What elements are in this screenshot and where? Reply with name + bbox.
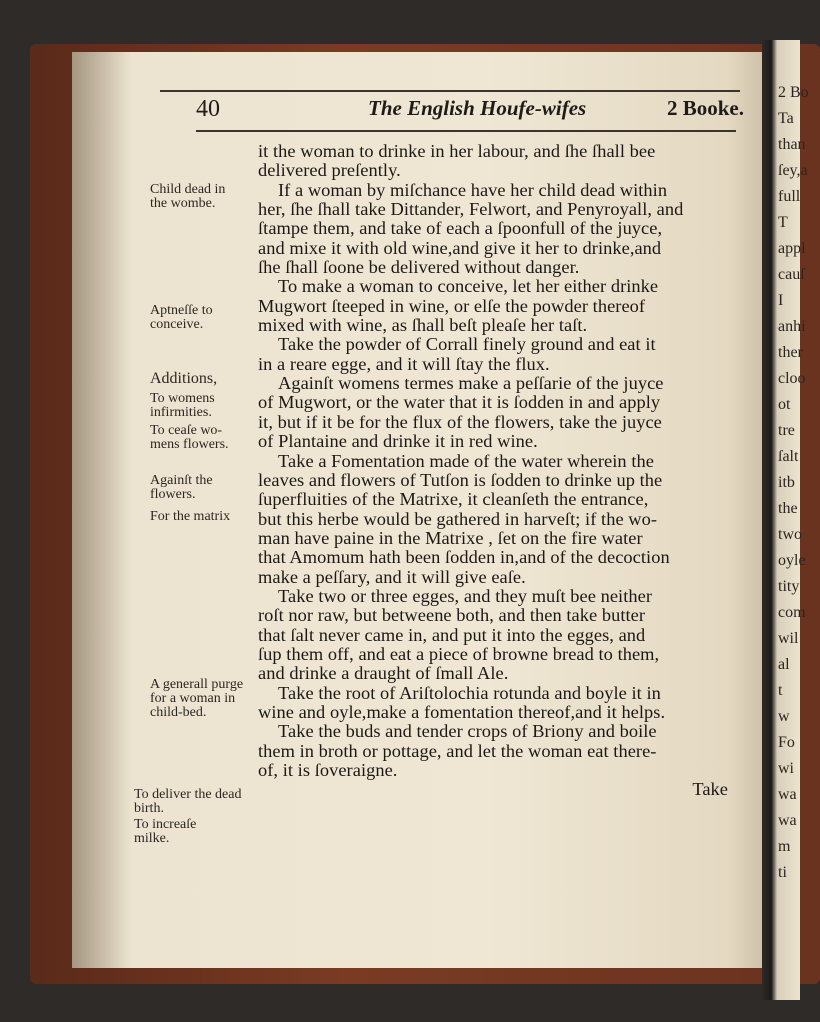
page-number: 40 (196, 96, 220, 122)
text-line: Againſt womens termes make a peſſarie of the juyce (278, 373, 664, 394)
fragment: Ta (778, 110, 794, 127)
text-line: it, but if it be for the flux of the flowers, take the juyce (258, 411, 662, 432)
fragment: tre (778, 422, 795, 439)
text-line: that Amomum hath been ſodden in,and of the decoction (258, 547, 670, 568)
fragment: T (778, 214, 788, 231)
fragment: wa (778, 786, 797, 803)
fragment: wi (778, 760, 794, 777)
fragment: full (778, 188, 801, 205)
fragment: ot (778, 396, 791, 413)
text-line: and drinke a draught of ſmall Ale. (258, 663, 509, 684)
top-rule (160, 90, 740, 92)
text-line: make a peſſary, and it will give eaſe. (258, 566, 526, 587)
page-header (196, 96, 744, 128)
fragment: wil (778, 630, 799, 647)
text-line: her, ſhe ſhall take Dittander, Felwort, and Penyroyall, and (258, 199, 684, 220)
fragment: the (778, 500, 798, 517)
fragment: t (778, 682, 783, 699)
text-line: them in broth or pottage, and let the woman eat there- (258, 740, 657, 761)
text-line: ſhe ſhall ſoone be delivered without danger. (258, 257, 580, 278)
margin-note-additions: Additions, (150, 370, 218, 387)
text-line: man have paine in the Matrixe , ſet on the fire water (258, 527, 643, 548)
margin-note-aptnesse: Aptneſſe to conceive. (150, 303, 213, 332)
text-line: Take two or three egges, and they muſt bee neither (278, 585, 652, 606)
text-line: it the woman to drinke in her labour, and ſhe ſhall bee (258, 141, 656, 161)
page-shadow (72, 52, 132, 968)
fragment: two (778, 526, 802, 543)
body-text (258, 142, 738, 800)
text-line: leaves and flowers of Tutſon is ſodden to drinke up the (258, 469, 663, 490)
text-line: of, it is ſoveraigne. (258, 760, 398, 780)
margin-note-matrix: For the matrix (150, 509, 231, 524)
fragment: cauſ (778, 266, 805, 283)
fragment: wa (778, 812, 797, 829)
fragment: ther (778, 344, 803, 361)
margin-note-child-dead: Child dead in the wombe. (150, 182, 226, 211)
margin-note-against-flowers: Againſt the flowers. (150, 473, 213, 502)
fragment: appl (778, 240, 806, 257)
fragment: Fo (778, 734, 795, 751)
running-title: The English Houfe-wifes (368, 96, 587, 120)
fragment: I (778, 292, 784, 309)
text-line: mixed with wine, as ſhall beſt pleaſe her taſt. (258, 315, 588, 336)
text-line: Mugwort ſteeped in wine, or elſe the powder thereof (258, 295, 646, 316)
text-line: wine and oyle,make a fomentation thereof,and it helps. (258, 701, 666, 722)
fragment: al (778, 656, 790, 673)
fragment: ſalt (778, 448, 799, 465)
margin-note-deliver-dead: To deliver the dead birth. (134, 787, 242, 816)
text-line: ſuperfluities of the Matrixe, it cleanſeth the entrance, (258, 489, 649, 510)
fragment: 2 Bo (778, 84, 809, 101)
text-line: of Plantaine and drinke it in red wine. (258, 431, 538, 452)
margin-note-womens-infirmities: To womens infirmities. (150, 391, 215, 420)
book-label: 2 Booke. (666, 96, 744, 120)
text-line: but this herbe would be gathered in harveſt; if the wo- (258, 508, 658, 529)
text-line: Take the root of Ariſtolochia rotunda and boyle it in (278, 682, 661, 703)
fragment: w (778, 708, 790, 725)
text-line: in a reare egge, and it will ſtay the flux. (258, 353, 550, 374)
text-line: Take a Fomentation made of the water wherein the (278, 450, 654, 471)
text-line: If a woman by miſchance have her child dead within (278, 179, 668, 200)
fragment: ſey,a (778, 162, 808, 179)
fragment: oyle (778, 552, 806, 569)
text-line: Take the buds and tender crops of Briony and boile (278, 721, 657, 742)
fragment: com (778, 604, 806, 621)
fragment: ti (778, 864, 787, 881)
margin-note-general-purge: A generall purge for a woman in child-bed. (150, 677, 244, 720)
fragment: itb (778, 474, 795, 491)
text-line: ſtampe them, and take of each a ſpoonfull of the juyce, (258, 218, 663, 239)
fragment: anhi (778, 318, 806, 335)
fragment: m (778, 838, 791, 855)
header-rule (196, 130, 736, 132)
fragment: than (778, 136, 806, 153)
text-line: Take the powder of Corrall finely ground and eat it (278, 334, 656, 355)
text-line: delivered preſently. (258, 160, 401, 181)
text-line: roſt nor raw, but betweene both, and then take butter (258, 605, 646, 626)
next-page-fragments (778, 80, 808, 886)
margin-note-cease-flowers: To ceaſe wo- mens flowers. (150, 423, 229, 452)
catchword: Take (692, 779, 728, 800)
fragment: cloo (778, 370, 806, 387)
text-line: that ſalt never came in, and put it into the egges, and (258, 624, 646, 645)
text-line: To make a woman to conceive, let her either drinke (278, 276, 659, 297)
text-line: and mixe it with old wine,and give it her to drinke,and (258, 237, 662, 258)
fragment: tity (778, 578, 800, 595)
margin-note-increase-milke: To increaſe milke. (134, 817, 197, 846)
text-line: of Mugwort, or the water that it is ſodden in and apply (258, 392, 661, 413)
text-line: ſup them off, and eat a piece of browne bread to them, (258, 643, 660, 664)
